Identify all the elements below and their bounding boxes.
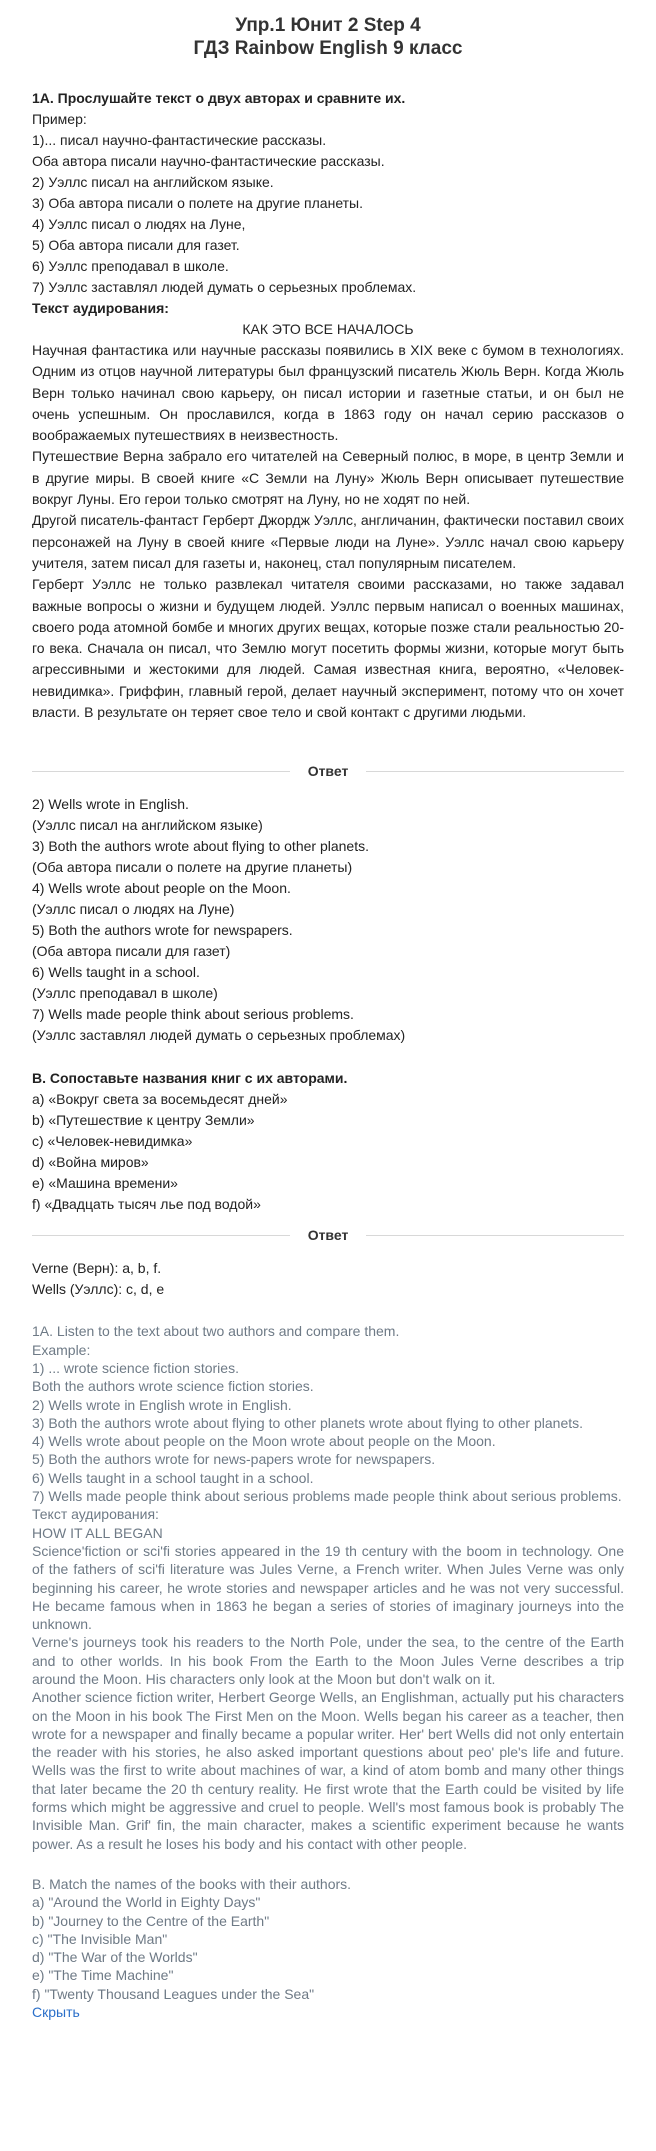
task-a-item: 4) Уэллс писал о людях на Луне, (32, 216, 246, 232)
page-title (32, 14, 624, 60)
answer-b-line: Wells (Уэллс): c, d, e (32, 1281, 165, 1298)
answer-a-line: (Уэллс преподавал в школе) (32, 985, 218, 1002)
task-b-item: e) «Машина времени» (32, 1175, 178, 1192)
answer-a-line: (Уэллс писал на английском языке) (32, 817, 263, 834)
task-a-item: 5) Оба автора писали для газет. (32, 237, 240, 253)
task-a-heading: 1А. Прослушайте текст о двух авторах и сравните их. (32, 90, 406, 106)
original-paragraph: Another science fiction writer, Herbert George Wells, an Englishman, actually put his characters on the Moon in his book The First Men on the Moon. Wells began his career as a teacher, then wrote for a newspaper and finally became a popular writer. Her' bert Wells did not only entertain the reader with his stories, he also asked important questions about peo' ple's life and future. Wells was the first to write about machines of war, a kind of atom bomb and many other things that later became the 20 th century reality. He first wrote that the Earth could be visited by life forms which might be aggressive and cruel to people. Well's most famous book is probably The Invisible Man. Grif' fin, the main character, makes a scientific experiment because he wants power. As a result he loses his body and his contact with other people. (32, 1689, 624, 1852)
original-heading: 1A. Listen to the text about two authors and compare them. (32, 1323, 400, 1340)
task-b-item: c) «Человек-невидимка» (32, 1133, 193, 1150)
answer-a-line: 3) Both the authors wrote about flying to other planets. (32, 838, 369, 855)
original-task-b-item: a) "Around the World in Eighty Days" (32, 1894, 261, 1911)
original-item: 5) Both the authors wrote for news-papers wrote for newspapers. (32, 1451, 436, 1468)
original-item: Both the authors wrote science fiction stories. (32, 1378, 314, 1395)
task-a (32, 88, 624, 723)
original-example-label: Example: (32, 1341, 91, 1358)
audio-paragraph: Научная фантастика или научные рассказы появились в XIX веке с бумом в технологиях. Одним из отцов научной литературы был французский писатель Жюль Верн. Когда Жюль Верн только начинал свою карьеру, он писал истории и газетные статьи, и он был не очень успешным. Он прославился, когда в 1863 году он начал серию рассказов о воображаемых путешествиях в неизвестность. (32, 342, 624, 444)
task-a-item: 2) Уэллс писал на английском языке. (32, 174, 274, 190)
original-item: 3) Both the authors wrote about flying to other planets wrote about flying to other planets. (32, 1414, 584, 1431)
original-item: 2) Wells wrote in English wrote in English. (32, 1396, 292, 1413)
task-a-item: 3) Оба автора писали о полете на другие планеты. (32, 195, 364, 211)
original-paragraph: Science'fiction or sci'fi stories appeared in the 19 th century with the boom in technology. One of the fathers of sci'fi literature was Jules Verne, a French writer. When Jules Verne was only beginning his career, he wrote stories and newspaper articles and he was not very successful. He became famous when in 1863 he began a series of stories of imaginary journeys into the unknown. (32, 1542, 624, 1633)
original-task-b-item: f) "Twenty Thousand Leagues under the Sea" (32, 1985, 315, 2002)
task-a-item: Оба автора писали научно-фантастические рассказы. (32, 153, 385, 169)
original-item: 4) Wells wrote about people on the Moon wrote about people on the Moon. (32, 1433, 496, 1450)
original-task-b-heading: B. Match the names of the books with their authors. (32, 1875, 352, 1892)
answer-a-line: 4) Wells wrote about people on the Moon. (32, 880, 291, 897)
answer-a-line: (Уэллс заставлял людей думать о серьезных проблемах) (32, 1027, 406, 1044)
task-b-item: d) «Война миров» (32, 1154, 149, 1171)
original-item: 1) ... wrote science fiction stories. (32, 1359, 239, 1376)
original-task-b-item: b) "Journey to the Centre of the Earth" (32, 1912, 270, 1929)
original-paragraph: Verne's journeys took his readers to the North Pole, under the sea, to the centre of the Earth and to other worlds. In his book From the Earth to the Moon Jules Verne describes a trip around the Moon. His characters only look at the Moon but don't walk on it. (32, 1634, 624, 1687)
audio-paragraph: Герберт Уэллс не только развлекал читателя своими рассказами, но также задавал важные вопросы о жизни и будущем людей. Уэллс первым написал о военных машинах, своего рода атомной бомбе и многих других вещах, которые позже стали реальностью 20-го века. Сначала он писал, что Землю могут посетить формы жизни, которые могут быть агрессивными и жестокими для людей. Самая известная книга, вероятно, «Человек-невидимка». Гриффин, главный герой, делает научный эксперимент, потому что он хочет власти. В результате он теряет свое тело и свой контакт с другими людьми. (32, 576, 624, 721)
hide-original-link[interactable]: Скрыть (32, 2004, 80, 2021)
task-a-example-label: Пример: (32, 111, 87, 127)
audio-title: КАК ЭТО ВСЕ НАЧАЛОСЬ (242, 321, 414, 337)
answer-label: Ответ (307, 1227, 349, 1244)
task-a-item: 1)... писал научно-фантастические рассказы. (32, 132, 327, 148)
answer-a (32, 794, 624, 1046)
answer-a-line: 5) Both the authors wrote for newspapers. (32, 922, 293, 939)
audio-paragraph: Другой писатель-фантаст Герберт Джордж Уэллс, англичанин, фактически поставил своих персонажей на Луну в своей книге «Первые люди на Луне». Уэллс начал свою карьеру учителя, затем писал для газеты и, наконец, стал популярным писателем. (32, 512, 624, 571)
answer-b-line: Verne (Верн): a, b, f. (32, 1260, 162, 1277)
answer-divider-a (32, 761, 624, 782)
original-item: 6) Wells taught in a school taught in a school. (32, 1469, 314, 1486)
answer-label: Ответ (307, 763, 349, 780)
task-b (32, 1068, 624, 1215)
task-a-item: 7) Уэллс заставлял людей думать о серьезных проблемах. (32, 279, 417, 295)
audio-label: Текст аудирования: (32, 300, 169, 316)
answer-a-line: 7) Wells made people think about serious problems. (32, 1006, 354, 1023)
original-audio-title: HOW IT ALL BEGAN (32, 1524, 163, 1541)
original-task-b-item: c) "The Invisible Man" (32, 1930, 168, 1947)
original-item: 7) Wells made people think about serious problems made people think about serious problems. (32, 1488, 622, 1505)
answer-divider-b (32, 1225, 624, 1246)
original-text (32, 1322, 624, 2003)
task-b-item: a) «Вокруг света за восемьдесят дней» (32, 1091, 288, 1108)
answer-a-line: (Уэллс писал о людях на Луне) (32, 901, 235, 918)
task-b-item: b) «Путешествие к центру Земли» (32, 1112, 255, 1129)
original-task-b-item: d) "The War of the Worlds" (32, 1949, 198, 1966)
original-audio-label: Текст аудирования: (32, 1506, 159, 1523)
answer-b (32, 1258, 624, 1300)
answer-a-line: 2) Wells wrote in English. (32, 796, 189, 813)
answer-a-line: (Оба автора писали для газет) (32, 943, 231, 960)
original-task-b-item: e) "The Time Machine" (32, 1967, 174, 1984)
task-a-item: 6) Уэллс преподавал в школе. (32, 258, 229, 274)
audio-paragraph: Путешествие Верна забрало его читателей на Северный полюс, в море, в центр Земли и в другие миры. В своей книге «С Земли на Луну» Жюль Верн описывает путешествие вокруг Луны. Его герои только смотрят на Луну, но не ходят по ней. (32, 448, 624, 508)
page-title-line1: Упр.1 Юнит 2 Step 4 (235, 15, 421, 36)
page-title-line2: ГДЗ Rainbow English 9 класс (193, 38, 463, 59)
task-b-heading: В. Сопоставьте названия книг с их авторами. (32, 1070, 348, 1087)
answer-a-line: (Оба автора писали о полете на другие планеты) (32, 859, 353, 876)
task-b-item: f) «Двадцать тысяч лье под водой» (32, 1196, 261, 1213)
answer-a-line: 6) Wells taught in a school. (32, 964, 200, 981)
